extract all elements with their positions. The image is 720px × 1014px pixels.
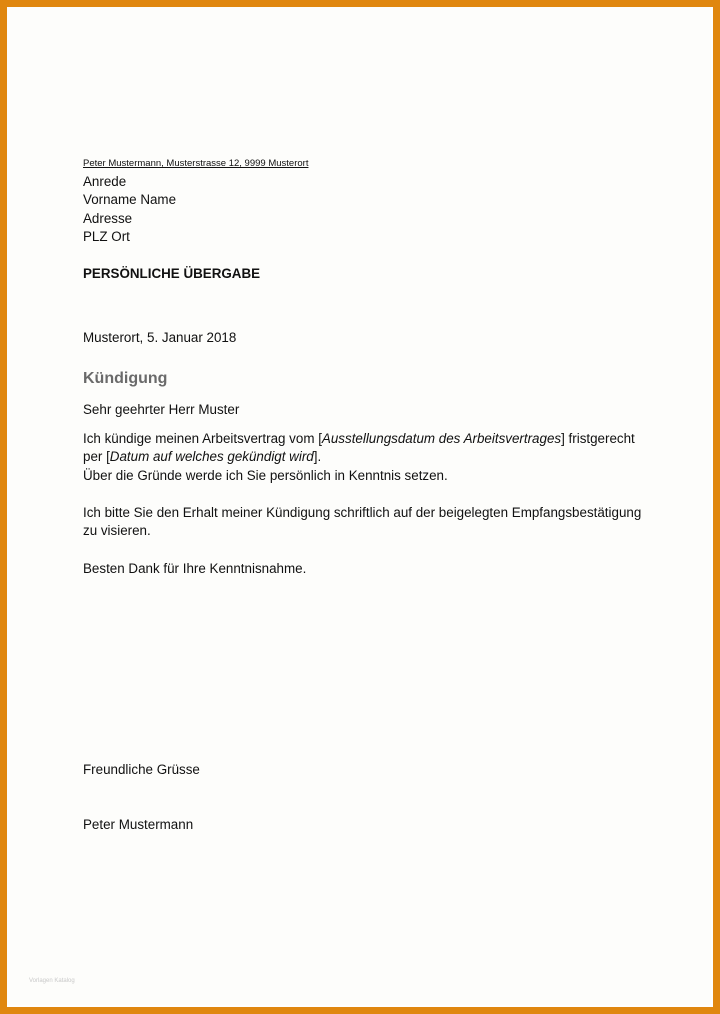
sender-line: Peter Mustermann, Musterstrasse 12, 9999 Musterort [83, 158, 309, 169]
recipient-salutation: Anrede [83, 174, 127, 189]
recipient-street: Adresse [83, 210, 133, 226]
paragraph-1 [83, 430, 635, 485]
text-span: ]. [313, 449, 322, 465]
paragraph-1-line-2 [83, 448, 635, 466]
paragraph-3: Besten Dank für Ihre Kenntnisnahme. [83, 561, 307, 576]
recipient-city: PLZ Ort [83, 229, 130, 245]
text-span: ] fristgerecht [561, 431, 635, 446]
text-span: per [ [83, 449, 110, 465]
subject-heading: Kündigung [83, 370, 168, 387]
paragraph-1-line-1 [83, 430, 635, 448]
watermark: Vorlagen Katalog [29, 978, 75, 984]
recipient-name: Vorname Name [83, 192, 177, 208]
text-span: Ich kündige meinen Arbeitsvertrag vom [ [83, 431, 322, 446]
letter-page [7, 7, 711, 1005]
signature-name: Peter Mustermann [83, 817, 194, 832]
place-date: Musterort, 5. Januar 2018 [83, 330, 237, 345]
placeholder-contract-date: Ausstellungsdatum des Arbeitsvertrages [321, 431, 562, 446]
paragraph-1-line-3: Über die Gründe werde ich Sie persönlich in Kenntnis setzen. [83, 467, 448, 483]
closing: Freundliche Grüsse [83, 762, 200, 777]
paragraph-2-line-1: Ich bitte Sie den Erhalt meiner Kündigung schriftlich auf der beigelegten Empfangsbestätigung [83, 505, 642, 520]
recipient-address [83, 173, 176, 247]
paragraph-2 [83, 504, 641, 541]
greeting: Sehr geehrter Herr Muster [83, 402, 240, 417]
delivery-note: PERSÖNLICHE ÜBERGABE [83, 266, 261, 281]
placeholder-termination-date: Datum auf welches gekündigt wird [109, 449, 314, 465]
paragraph-2-line-2: zu visieren. [83, 523, 151, 539]
